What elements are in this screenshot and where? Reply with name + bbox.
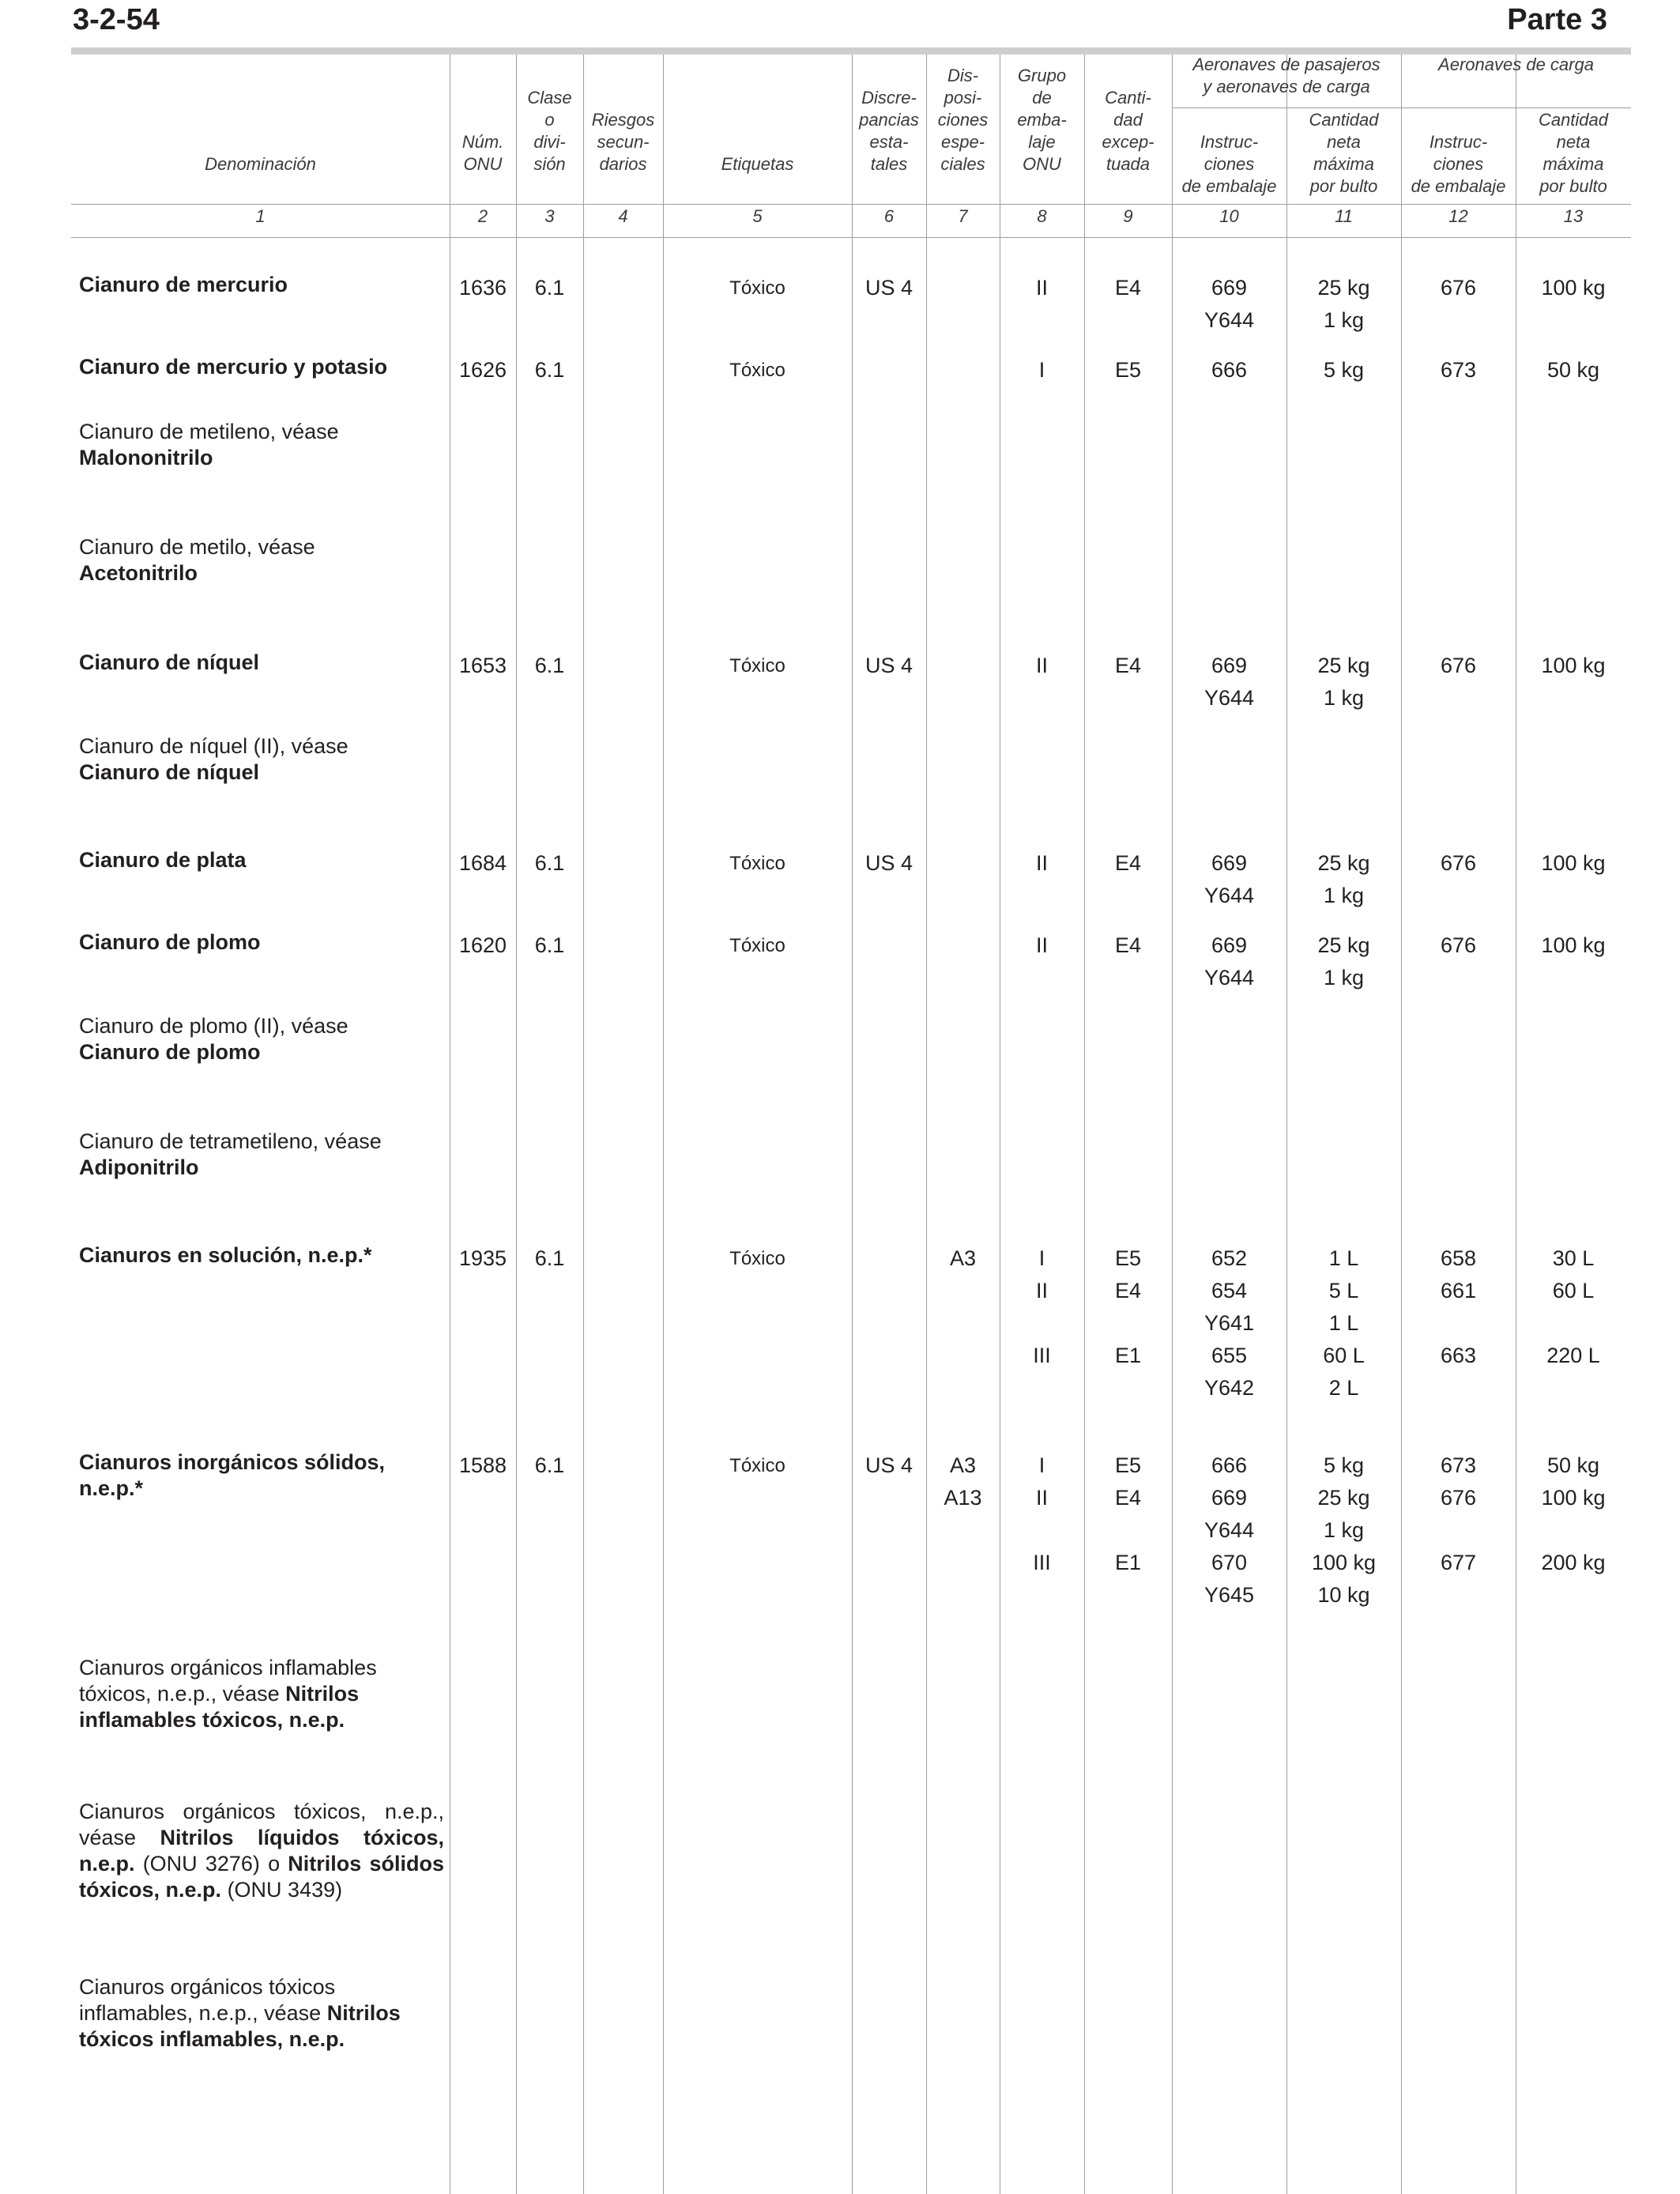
column-number: 3 [544,206,555,226]
packing-group: I II III [1033,1453,1051,1574]
cross-reference: Cianuro de metileno, véase Malononitrilo [79,420,339,469]
cargo-max-quantity: 100 kg [1541,276,1606,300]
cargo-max-quantity: 30 L 60 L 220 L [1546,1246,1600,1367]
header-pax-group: Aeronaves de pasajeros y aeronaves de carga [1192,55,1381,96]
header-grupo-embalaje: Grupo de emba- laje ONU [1017,66,1067,174]
cargo-packing-instruction: 676 [1440,851,1477,875]
packing-group: II [1035,933,1048,957]
class-division: 6.1 [534,654,565,677]
column-number: 10 [1219,206,1239,226]
label: Tóxico [729,360,785,381]
un-number: 1684 [458,851,507,875]
class-division: 6.1 [534,933,565,957]
column-number: 6 [883,206,895,226]
colnum-rule [71,237,1631,238]
header-riesgos: Riesgos secun- darios [591,110,655,174]
packing-group: II [1035,654,1048,677]
excepted-quantity: E5 E4 E1 [1114,1453,1142,1574]
cargo-packing-instruction: 676 [1440,933,1477,957]
packing-group: I II III [1033,1246,1051,1367]
entry-name: Cianuros inorgánicos sólidos, n.e.p.* [79,1450,386,1500]
label: Tóxico [729,853,785,874]
class-division: 6.1 [534,1453,565,1477]
label: Tóxico [729,935,785,956]
class-division: 6.1 [534,276,565,300]
cross-reference: Cianuros orgánicos tóxicos, n.e.p., véase Nitrilos líquidos tóxicos, n.e.p. (ONU 3276) o Nitrilos sólidos tóxicos, n.e.p. (ONU 3439) [79,1800,444,1902]
packing-group: II [1035,276,1048,300]
column-number: 1 [255,206,266,226]
excepted-quantity: E4 [1114,933,1142,957]
pax-packing-instruction: 669 Y644 [1203,933,1255,990]
header-disposiciones: Dis- posi- ciones espe- ciales [937,66,989,174]
header-cantidad-pax: Cantidad neta máxima por bulto [1309,110,1379,196]
header-cantidad-cargo: Cantidad neta máxima por bulto [1538,110,1609,196]
cross-reference: Cianuros orgánicos tóxicos inflamables, n.e.p., véase Nitrilos tóxicos inflamables, n.e.p. [79,1975,401,2051]
cargo-max-quantity: 100 kg [1541,654,1606,677]
part-title: Parte 3 [1507,3,1607,36]
cargo-max-quantity: 50 kg [1546,358,1600,382]
column-number: 9 [1123,206,1133,226]
pax-max-quantity: 25 kg 1 kg [1317,654,1370,710]
entry-name: Cianuro de mercurio y potasio [79,355,388,379]
pax-packing-instruction: 669 Y644 [1203,851,1255,907]
label: Tóxico [729,277,785,299]
excepted-quantity: E4 [1114,276,1142,300]
column-number: 11 [1335,206,1353,226]
pax-max-quantity: 25 kg 1 kg [1317,276,1370,332]
state-variation: US 4 [864,851,913,875]
cargo-max-quantity: 100 kg [1541,851,1606,875]
class-division: 6.1 [534,1246,565,1270]
un-number: 1935 [458,1246,507,1270]
header-discrepancias: Discre- pancias esta- tales [859,88,919,174]
cargo-packing-instruction: 658 661 663 [1440,1246,1477,1367]
cargo-max-quantity: 50 kg 100 kg 200 kg [1541,1453,1606,1574]
header-instrucciones-cargo: Instruc- ciones de embalaje [1411,132,1506,196]
state-variation: US 4 [864,276,913,300]
cargo-packing-instruction: 676 [1440,654,1477,677]
excepted-quantity: E4 [1114,851,1142,875]
column-number: 8 [1037,206,1047,226]
pax-packing-instruction: 666 669 Y644 670 Y645 [1203,1453,1255,1607]
pax-packing-instruction: 669 Y644 [1203,654,1255,710]
label: Tóxico [729,1455,785,1476]
excepted-quantity: E4 [1114,654,1142,677]
pax-packing-instruction: 669 Y644 [1203,276,1255,332]
pax-max-quantity: 5 kg 25 kg 1 kg 100 kg 10 kg [1311,1453,1377,1607]
header-etiquetas: Etiquetas [721,154,794,174]
header-num-onu: Núm. ONU [461,132,504,174]
excepted-quantity: E5 [1114,358,1142,382]
packing-group: I [1038,358,1045,382]
cross-reference: Cianuro de tetrametileno, véase Adiponitrilo [79,1129,382,1179]
pax-packing-instruction: 666 [1211,358,1248,382]
class-division: 6.1 [534,851,565,875]
header-instrucciones-pax: Instruc- ciones de embalaje [1181,132,1277,196]
cross-reference: Cianuro de plomo (II), véase Cianuro de plomo [79,1014,348,1064]
un-number: 1620 [458,933,507,957]
state-variation: US 4 [864,654,913,677]
cross-reference: Cianuro de metilo, véase Acetonitrilo [79,535,315,585]
un-number: 1588 [458,1453,507,1477]
header-cargo-group: Aeronaves de carga [1438,55,1594,74]
special-provisions: A3 [949,1246,977,1270]
cargo-packing-instruction: 673 [1440,358,1477,382]
entry-name: Cianuro de mercurio [79,273,288,296]
pax-max-quantity: 5 kg [1323,358,1365,382]
excepted-quantity: E5 E4 E1 [1114,1246,1142,1367]
entry-name: Cianuro de plata [79,848,247,872]
group-header-rule [1172,107,1631,108]
column-number: 4 [618,206,628,226]
pax-max-quantity: 1 L 5 L 1 L 60 L 2 L [1323,1246,1365,1400]
packing-group: II [1035,851,1048,875]
un-number: 1626 [458,358,507,382]
column-number: 12 [1448,206,1468,226]
state-variation: US 4 [864,1453,913,1477]
un-number: 1653 [458,654,507,677]
column-number: 13 [1563,206,1584,226]
un-number: 1636 [458,276,507,300]
column-divider [926,55,927,2194]
column-number: 5 [752,206,763,226]
header-cantidad-exceptuada: Canti- dad excep- tuada [1102,88,1155,174]
label: Tóxico [729,655,785,677]
header-denominacion: Denominación [205,154,316,174]
entry-name: Cianuros en solución, n.e.p.* [79,1243,372,1267]
pax-max-quantity: 25 kg 1 kg [1317,933,1370,990]
column-divider [852,55,853,2194]
pax-max-quantity: 25 kg 1 kg [1317,851,1370,907]
cross-reference: Cianuros orgánicos inflamables tóxicos, n.e.p., véase Nitrilos inflamables tóxicos, n.e.p. [79,1656,377,1732]
column-number: 2 [477,206,488,226]
cargo-max-quantity: 100 kg [1541,933,1606,957]
class-division: 6.1 [534,358,565,382]
column-divider [583,55,584,2194]
column-number: 7 [958,206,968,226]
cross-reference: Cianuro de níquel (II), véase Cianuro de níquel [79,734,348,784]
pax-packing-instruction: 652 654 Y641 655 Y642 [1203,1246,1255,1400]
cargo-packing-instruction: 673 676 677 [1440,1453,1477,1574]
entry-name: Cianuro de plomo [79,930,261,954]
page-number: 3-2-54 [73,3,160,36]
cargo-packing-instruction: 676 [1440,276,1477,300]
header-clase: Clase o divi- sión [527,88,572,174]
entry-name: Cianuro de níquel [79,650,260,674]
header-rule [71,204,1631,205]
special-provisions: A3 A13 [944,1453,982,1510]
label: Tóxico [729,1248,785,1269]
